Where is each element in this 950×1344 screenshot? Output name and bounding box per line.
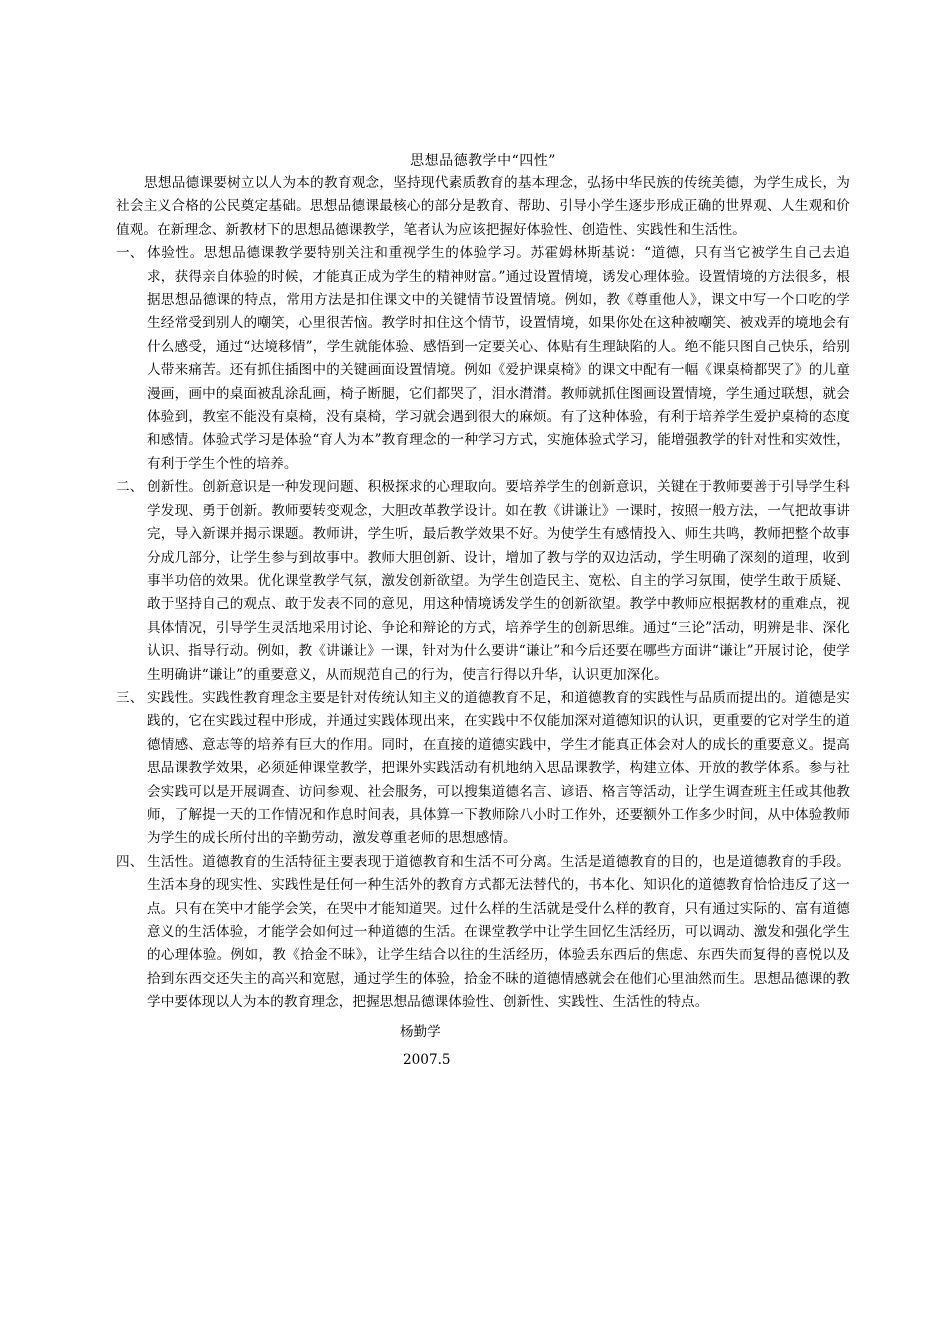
document-date: 2007.5	[403, 1052, 451, 1068]
section-experience	[116, 242, 850, 476]
section-innovation	[116, 476, 850, 687]
section-text: 实践性。实践性教育理念主要是针对传统认知主义的道德教育不足，和道德教育的实践性与品质而提出的。道德是实践的，它在实践过程中形成，并通过实践体现出来，在实践中不仅能加深对道德知识的认识，更重要的它对学生的道德情感、意志等的培养有巨大的作用。同时，在直接的道德实践中，学生才能真正体会对人的成长的重要意义。提高思品课教学效果，必须延伸课堂教学，把课外实践活动有机地纳入思品课教学，构建立体、开放的教学体系。参与社会实践可以是开展调查、访问参观、社会服务，可以搜集道德名言、谚语、格言等活动，让学生调查班主任或其他教师，了解提一天的工作情况和作息时间表，具体算一下教师除八小时工作外，还要额外工作多少时间，从中体验教师为学生的成长所付出的辛勤劳动，激发尊重老师的思想感情。	[147, 689, 850, 847]
section-text: 体验性。思想品德课教学要特别关注和重视学生的体验学习。苏霍姆林斯基说：“道德，只有当它被学生自己去追求，获得亲自体验的时候，才能真正成为学生的精神财富。”通过设置情境，诱发心理体验。设置情境的方法很多，根据思想品德课的特点，常用方法是扣住课文中的关键情节设置情境。例如，教《尊重他人》，课文中写一个口吃的学生经常受到别人的嘲笑，心里很苦恼。教学时扣住这个情节，设置情境，如果你处在这种被嘲笑、被戏弄的境地会有什么感受，通过“达境移情”，学生就能体验、感悟到一定要关心、体贴有生理缺陷的人。绝不能只图自己快乐，给别人带来痛苦。还有抓住插图中的关键画面设置情境。例如《爱护课桌椅》的课文中配有一幅《课桌椅都哭了》的儿童漫画，画中的桌面被乱涂乱画，椅子断腿，它们都哭了，泪水潸潸。教师就抓住图画设置情境，学生通过联想，就会体验到，教室不能没有桌椅，没有桌椅，学习就会遇到很大的麻烦。有了这种体验，有利于培养学生爱护桌椅的态度和感情。体验式学习是体验“育人为本”教育理念的一种学习方式，实施体验式学习，能增强教学的针对性和实效性，有利于学生个性的培养。	[147, 245, 850, 472]
document-body	[116, 150, 850, 1015]
intro-paragraph: 思想品德课要树立以人为本的教育观念，坚持现代素质教育的基本理念，弘扬中华民族的传统美德，为学生成长，为社会主义合格的公民奠定基础。思想品德课最核心的部分是教育、帮助、引导小学生逐步形成正确的世界观、人生观和价值观。在新理念、新教材下的思想品德课教学，笔者认为应该把握好体验性、创造性、实践性和生活性。	[116, 175, 850, 238]
document-title: 思想品德教学中“四性”	[410, 153, 556, 169]
section-number: 三、	[116, 689, 144, 706]
section-number: 二、	[116, 479, 144, 496]
author-name: 杨勤学	[400, 1024, 441, 1040]
section-text: 生活性。道德教育的生活特征主要表现于道德教育和生活不可分离。生活是道德教育的目的，也是道德教育的手段。生活本身的现实性、实践性是任何一种生活外的教育方式都无法替代的，书本化、知识化的道德教育恰恰违反了这一点。只有在笑中才能学会笑，在哭中才能知道哭。过什么样的生活就是受什么样的教育，只有通过实际的、富有道德意义的生活体验，才能学会如何过一种道德的生活。在课堂教学中让学生回忆生活经历，可以调动、激发和强化学生的心理体验。例如，教《拾金不昧》，让学生结合以往的生活经历，体验丢东西后的焦虑、东西失而复得的喜悦以及拾到东西交还失主的高兴和宽慰，通过学生的体验，拾金不昧的道德情感就会在他们心里油然而生。思想品德课的教学中要体现以人为本的教育理念，把握思想品德课体验性、创新性、实践性、生活性的特点。	[147, 853, 850, 1011]
section-practice	[116, 687, 850, 851]
section-number: 一、	[116, 245, 144, 262]
section-number: 四、	[116, 853, 144, 870]
section-text: 创新性。创新意识是一种发现问题、积极探求的心理取向。要培养学生的创新意识，关键在于教师要善于引导学生科学发现、勇于创新。教师要转变观念，大胆改革教学设计。如在教《讲谦让》一课时，按照一般方法，一气把故事讲完，导入新课并揭示课题。教师讲，学生听，最后教学效果不好。为使学生有感情投入、师生共鸣，教师把整个故事分成几部分，让学生参与到故事中。教师大胆创新、设计，增加了教与学的双边活动，学生明确了深刻的道理，收到事半功倍的效果。优化课堂教学气氛，激发创新欲望。为学生创造民主、宽松、自主的学习氛围，使学生敢于质疑、敢于坚持自己的观点、敢于发表不同的意见，用这种情境诱发学生的创新欲望。教学中教师应根据教材的重难点，视具体情况，引导学生灵活地采用讨论、争论和辩论的方式，培养学生的创新思维。通过“三论”活动，明辨是非、深化认识、指导行动。例如，教《讲谦让》一课，针对为什么要讲“谦让”和今后还要在哪些方面讲“谦让”开展讨论，使学生明确讲“谦让”的重要意义，从而规范自己的行为，使言行得以升华，认识更加深化。	[147, 479, 850, 683]
section-life	[116, 851, 850, 1015]
